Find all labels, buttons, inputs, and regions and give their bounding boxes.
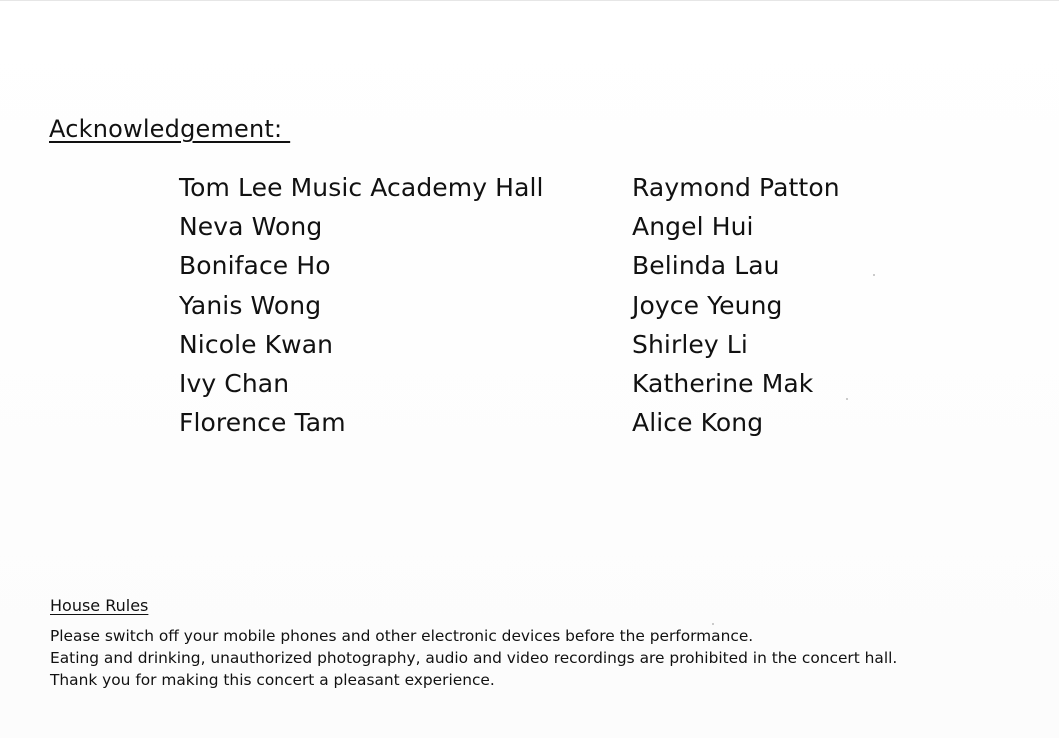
paper-speck <box>712 623 714 625</box>
acknowledgement-name: Alice Kong <box>632 408 764 438</box>
acknowledgement-name: Joyce Yeung <box>632 290 783 320</box>
acknowledgement-name: Neva Wong <box>179 212 323 242</box>
paper-speck <box>873 274 875 276</box>
acknowledgement-name: Katherine Mak <box>632 368 814 398</box>
acknowledgement-name: Shirley Li <box>632 329 748 359</box>
acknowledgement-name: Angel Hui <box>632 212 754 242</box>
acknowledgement-name: Tom Lee Music Academy Hall <box>179 173 544 202</box>
acknowledgement-name: Florence Tam <box>179 408 346 438</box>
acknowledgement-name: Nicole Kwan <box>179 329 334 359</box>
house-rule-line: Eating and drinking, unauthorized photography, audio and video recordings are prohibited in the concert hall. <box>50 649 898 667</box>
acknowledgement-name: Ivy Chan <box>179 368 290 398</box>
acknowledgement-name: Belinda Lau <box>632 251 780 281</box>
house-rules-section <box>50 596 1040 691</box>
acknowledgement-list-left <box>179 172 544 446</box>
acknowledgement-name: Raymond Patton <box>632 173 840 202</box>
acknowledgement-list-right <box>632 172 840 446</box>
house-rule-line: Please switch off your mobile phones and other electronic devices before the performance. <box>50 627 754 645</box>
acknowledgement-name: Boniface Ho <box>179 251 331 281</box>
paper-speck <box>846 398 848 400</box>
acknowledgement-heading: Acknowledgement: <box>49 115 291 143</box>
house-rule-line: Thank you for making this concert a pleasant experience. <box>50 671 495 689</box>
house-rules-heading: House Rules <box>50 596 149 615</box>
acknowledgement-name: Yanis Wong <box>179 290 322 320</box>
